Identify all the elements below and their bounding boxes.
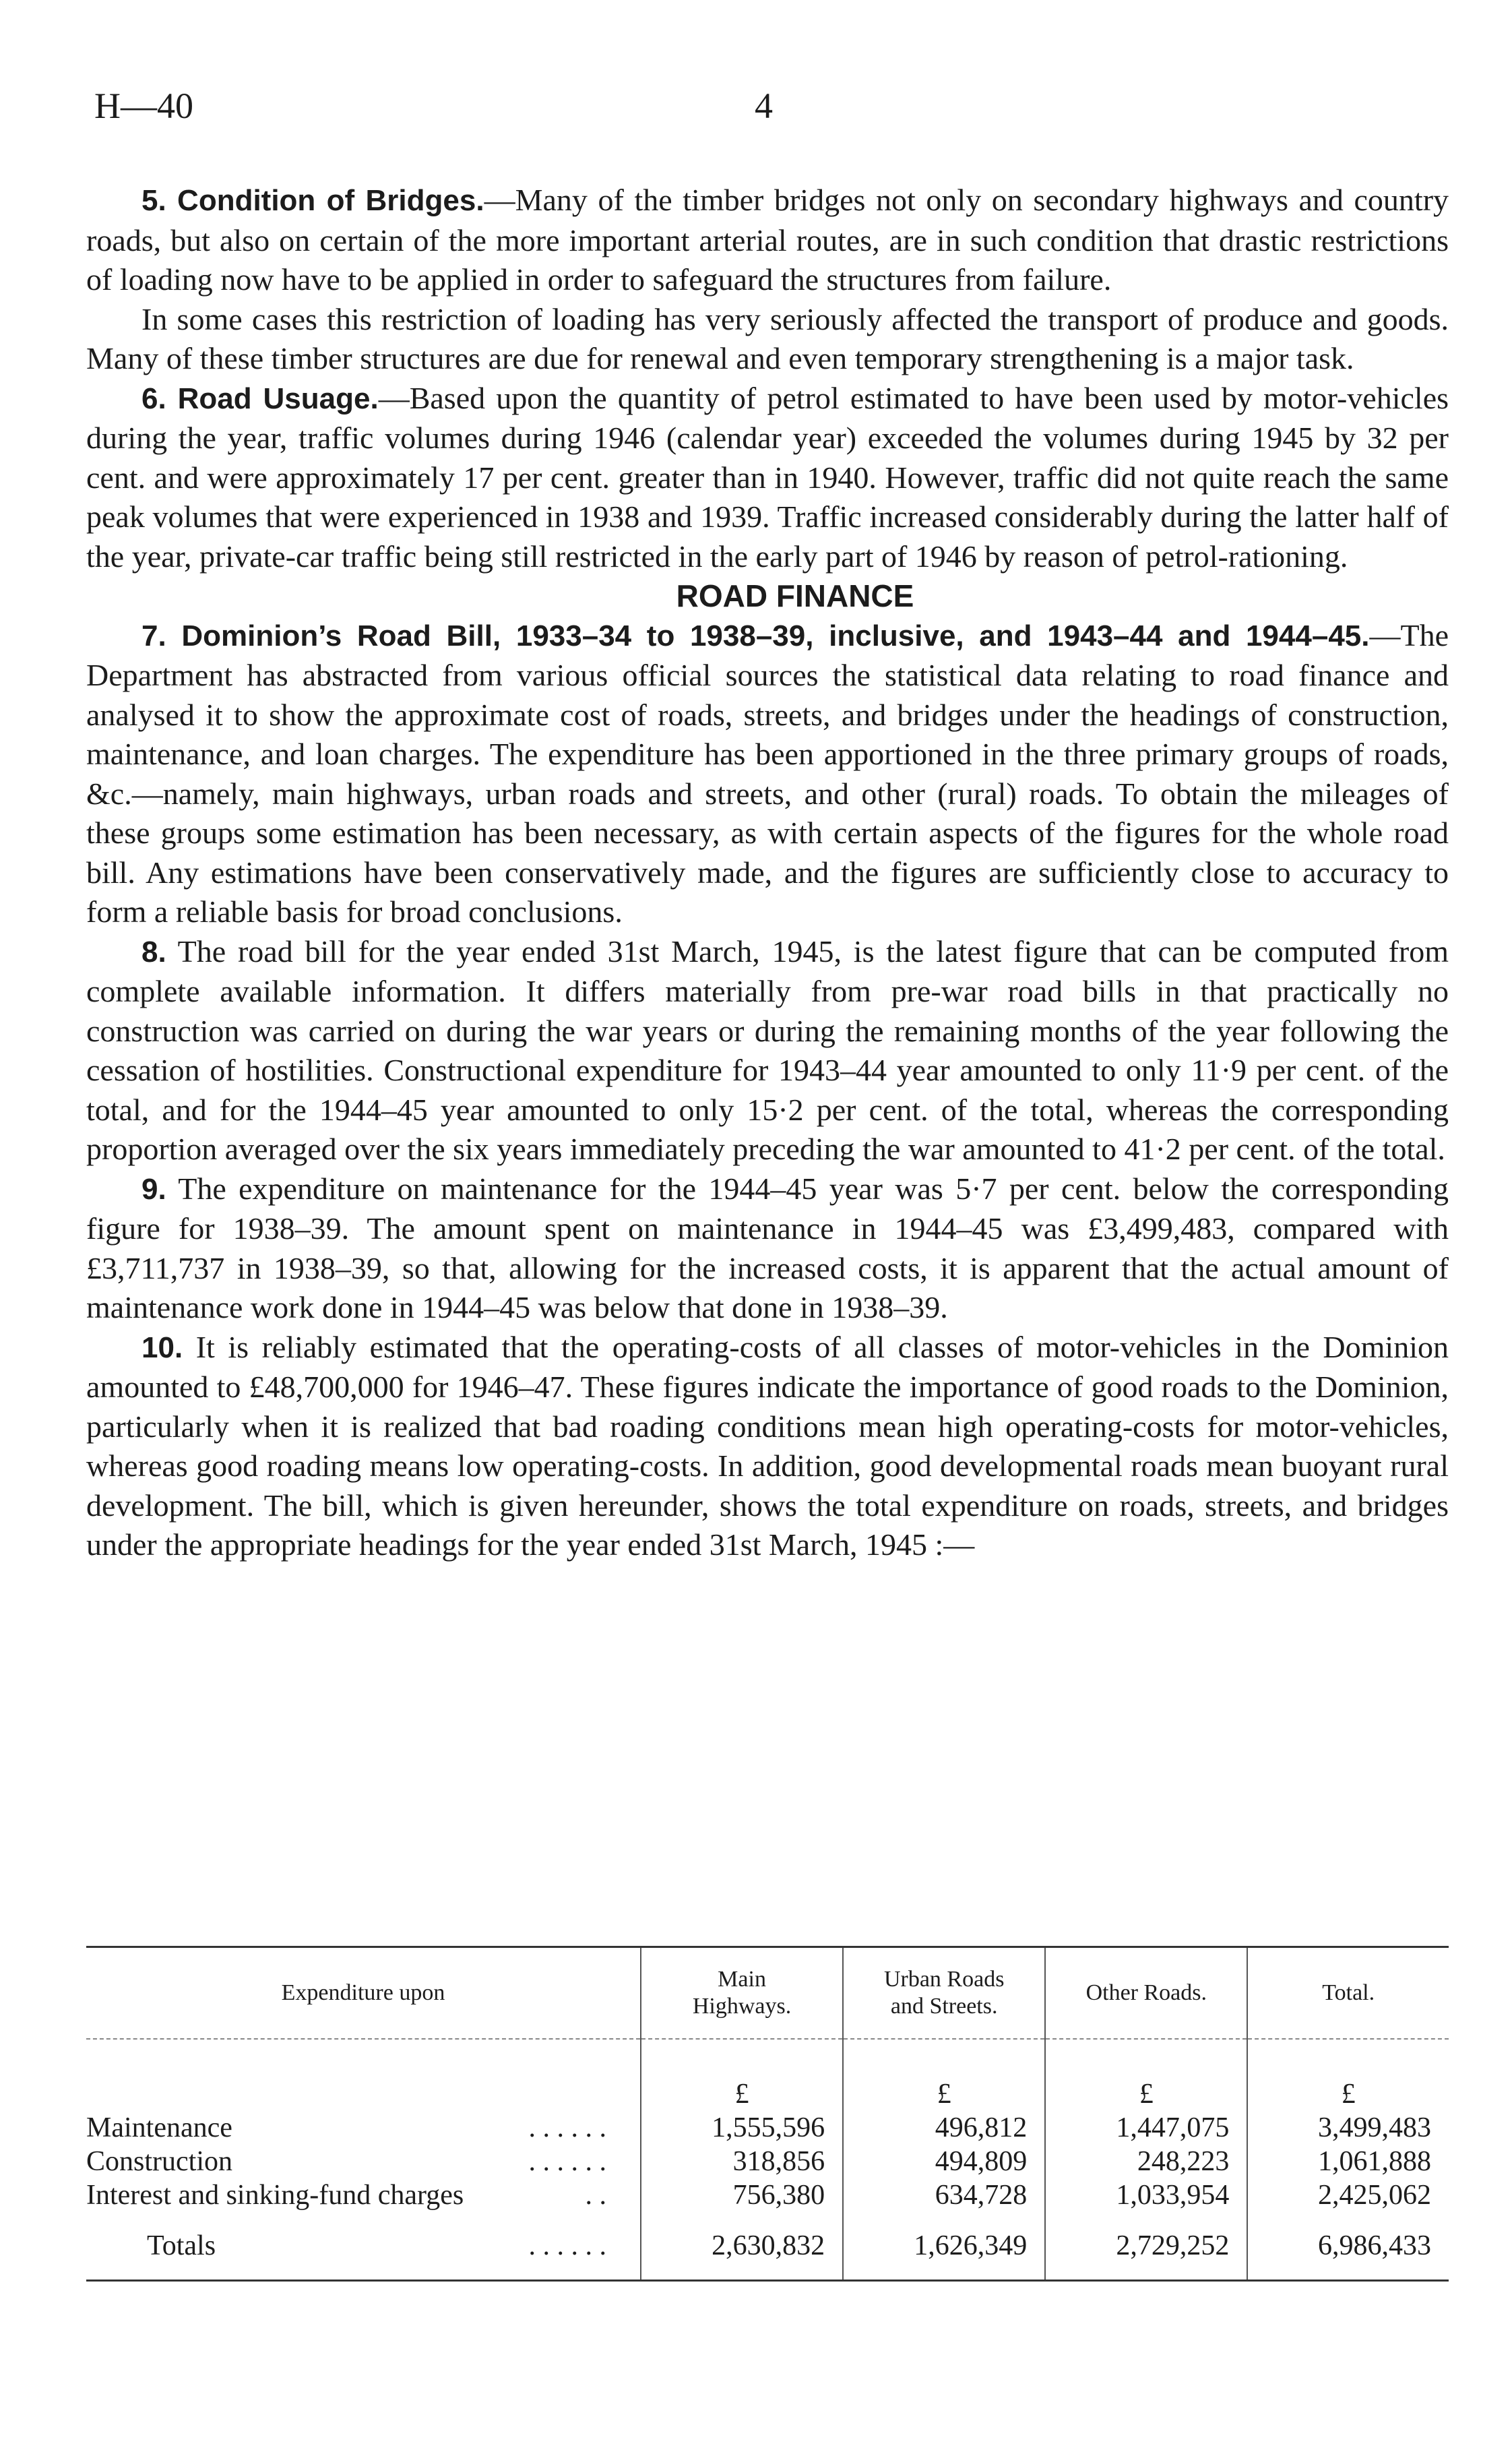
paragraph-text: —Based upon the quantity of petrol estimated to have been used by motor-vehicles during the year, traffic volumes during 1946 (calendar year) exceeded the volumes during 1945 by 32 per cent. and were approximately 17 per cent. greater than in 1940. However, traffic did not quite reach the same peak volumes that were experienced in 1938 and 1939. Traffic increased considerably during the latter half of the year, private-car traffic being still restricted in the early part of 1946 by reason of petrol-rationing. [86, 380, 1449, 574]
cell-total: 2,425,062 [1247, 2178, 1449, 2212]
paragraph-text: The road bill for the year ended 31st March, 1945, is the latest figure that can be computed from complete available information. It differs materially from pre-war road bills in that practically no construction was carried on during the war years or during the remaining months of the year following the cessation of hostilities. Constructional expenditure for 1943–44 year amounted to only 11·9 per cent. of the total, and for the 1944–45 year amounted to only 15·2 per cent. of the total, whereas the corresponding proportion averaged over the six years immediately preceding the war amounted to 41·2 per cent. of the total. [86, 934, 1449, 1166]
road-bill-table-area [86, 1946, 1449, 2282]
paragraph-text: —The Department has abstracted from various official sources the statistical data relating to road finance and analysed it to show the approximate cost of roads, streets, and bridges under the headings of construction, maintenance, and loan charges. The expenditure has been apportioned in the three primary groups of roads, &c.—namely, main highways, urban roads and streets, and other (rural) roads. To obtain the mileages of these groups some estimation has been necessary, as with certain aspects of the figures for the whole road bill. Any estimations have been conservatively made, and the figures are sufficiently close to accuracy to form a reliable basis for broad conclusions. [86, 617, 1449, 929]
body-text [86, 181, 1449, 1565]
section-heading: ROAD FINANCE [676, 578, 914, 613]
paragraph-5b [86, 300, 1449, 379]
paragraph-text: —Many of the timber bridges not only on secondary highways and country roads, but also on certain of the more important arterial routes, are in such condition that drastic restrictions of loading now have to be applied in order to safeguard the structures from failure. [86, 183, 1449, 297]
unit-symbol: £ [1247, 2039, 1449, 2111]
unit-row [86, 2039, 1449, 2111]
column-header-main-highways: Main Highways. [641, 1947, 843, 2040]
cell-other: 2,729,252 [1045, 2212, 1247, 2281]
leader-dots: . . . . . . [528, 2146, 606, 2177]
column-header-urban-roads: Urban Roads and Streets. [843, 1947, 1045, 2040]
cell-total: 6,986,433 [1247, 2212, 1449, 2281]
paragraph-heading: 7. Dominion’s Road Bill, 1933–34 to 1938–39, inclusive, and 1943–44 and 1944–45. [141, 619, 1370, 652]
paragraph-heading: 6. Road Usuage. [141, 381, 379, 415]
leader-dots: . . . . . . [528, 2230, 606, 2261]
paragraph-9 [86, 1169, 1449, 1328]
document-reference: H—40 [94, 86, 193, 126]
cell-main: 2,630,832 [641, 2212, 843, 2281]
paragraph-heading: 10. [141, 1330, 183, 1364]
cell-other: 1,447,075 [1045, 2111, 1247, 2145]
paragraph-text: It is reliably estimated that the operating-costs of all classes of motor-vehicles in the Dominion amounted to £48,700,000 for 1946–47. These figures indicate the importance of good roads to the Dominion, particularly when it is realized that bad roading conditions mean high operating-costs for motor-vehicles, whereas good roading means low operating-costs. In addition, good developmental roads mean buoyant rural development. The bill, which is given hereunder, shows the total expenditure on roads, streets, and bridges under the appropriate headings for the year ended 31st March, 1945 :— [86, 1329, 1449, 1562]
leader-dots: . . . . . . [528, 2112, 606, 2143]
paragraph-7 [86, 616, 1449, 932]
paragraph-heading: 8. [141, 935, 166, 969]
cell-urban: 1,626,349 [843, 2212, 1045, 2281]
table-row [86, 2178, 1449, 2212]
table-row [86, 2111, 1449, 2145]
paragraph-5 [86, 181, 1449, 300]
cell-main: 1,555,596 [641, 2111, 843, 2145]
column-header-expenditure: Expenditure upon [86, 1947, 641, 2040]
cell-urban: 496,812 [843, 2111, 1045, 2145]
table-row [86, 2145, 1449, 2178]
row-label: Totals [147, 2230, 216, 2261]
paragraph-8 [86, 932, 1449, 1169]
paragraph-6 [86, 379, 1449, 577]
column-header-other-roads: Other Roads. [1045, 1947, 1247, 2040]
paragraph-heading: 5. Condition of Bridges. [141, 184, 484, 217]
unit-symbol: £ [1045, 2039, 1247, 2111]
row-label: Interest and sinking-fund charges [86, 2180, 464, 2211]
cell-total: 3,499,483 [1247, 2111, 1449, 2145]
row-label: Maintenance [86, 2112, 232, 2143]
cell-other: 1,033,954 [1045, 2178, 1247, 2212]
unit-symbol: £ [843, 2039, 1045, 2111]
cell-urban: 634,728 [843, 2178, 1045, 2212]
table-header-row [86, 1947, 1449, 2040]
cell-main: 756,380 [641, 2178, 843, 2212]
column-header-total: Total. [1247, 1947, 1449, 2040]
road-bill-table [86, 1946, 1449, 2282]
cell-other: 248,223 [1045, 2145, 1247, 2178]
unit-symbol: £ [641, 2039, 843, 2111]
cell-total: 1,061,888 [1247, 2145, 1449, 2178]
page-number: 4 [755, 86, 773, 126]
paragraph-10 [86, 1328, 1449, 1565]
cell-urban: 494,809 [843, 2145, 1045, 2178]
paragraph-text: In some cases this restriction of loading has very seriously affected the transport of produce and goods. Many of these timber structures are due for renewal and even temporary strengthening is a major task. [86, 301, 1449, 375]
paragraph-heading: 9. [141, 1172, 166, 1206]
paragraph-text: The expenditure on maintenance for the 1944–45 year was 5·7 per cent. below the corresponding figure for 1938–39. The amount spent on maintenance in 1944–45 was £3,499,483, compared with £3,711,737 in 1938–39, so that, allowing for the increased costs, it is apparent that the actual amount of maintenance work done in 1944–45 was below that done in 1938–39. [86, 1171, 1449, 1324]
leader-dots: . . [585, 2180, 606, 2211]
totals-row [86, 2212, 1449, 2281]
row-label: Construction [86, 2146, 232, 2177]
cell-main: 318,856 [641, 2145, 843, 2178]
